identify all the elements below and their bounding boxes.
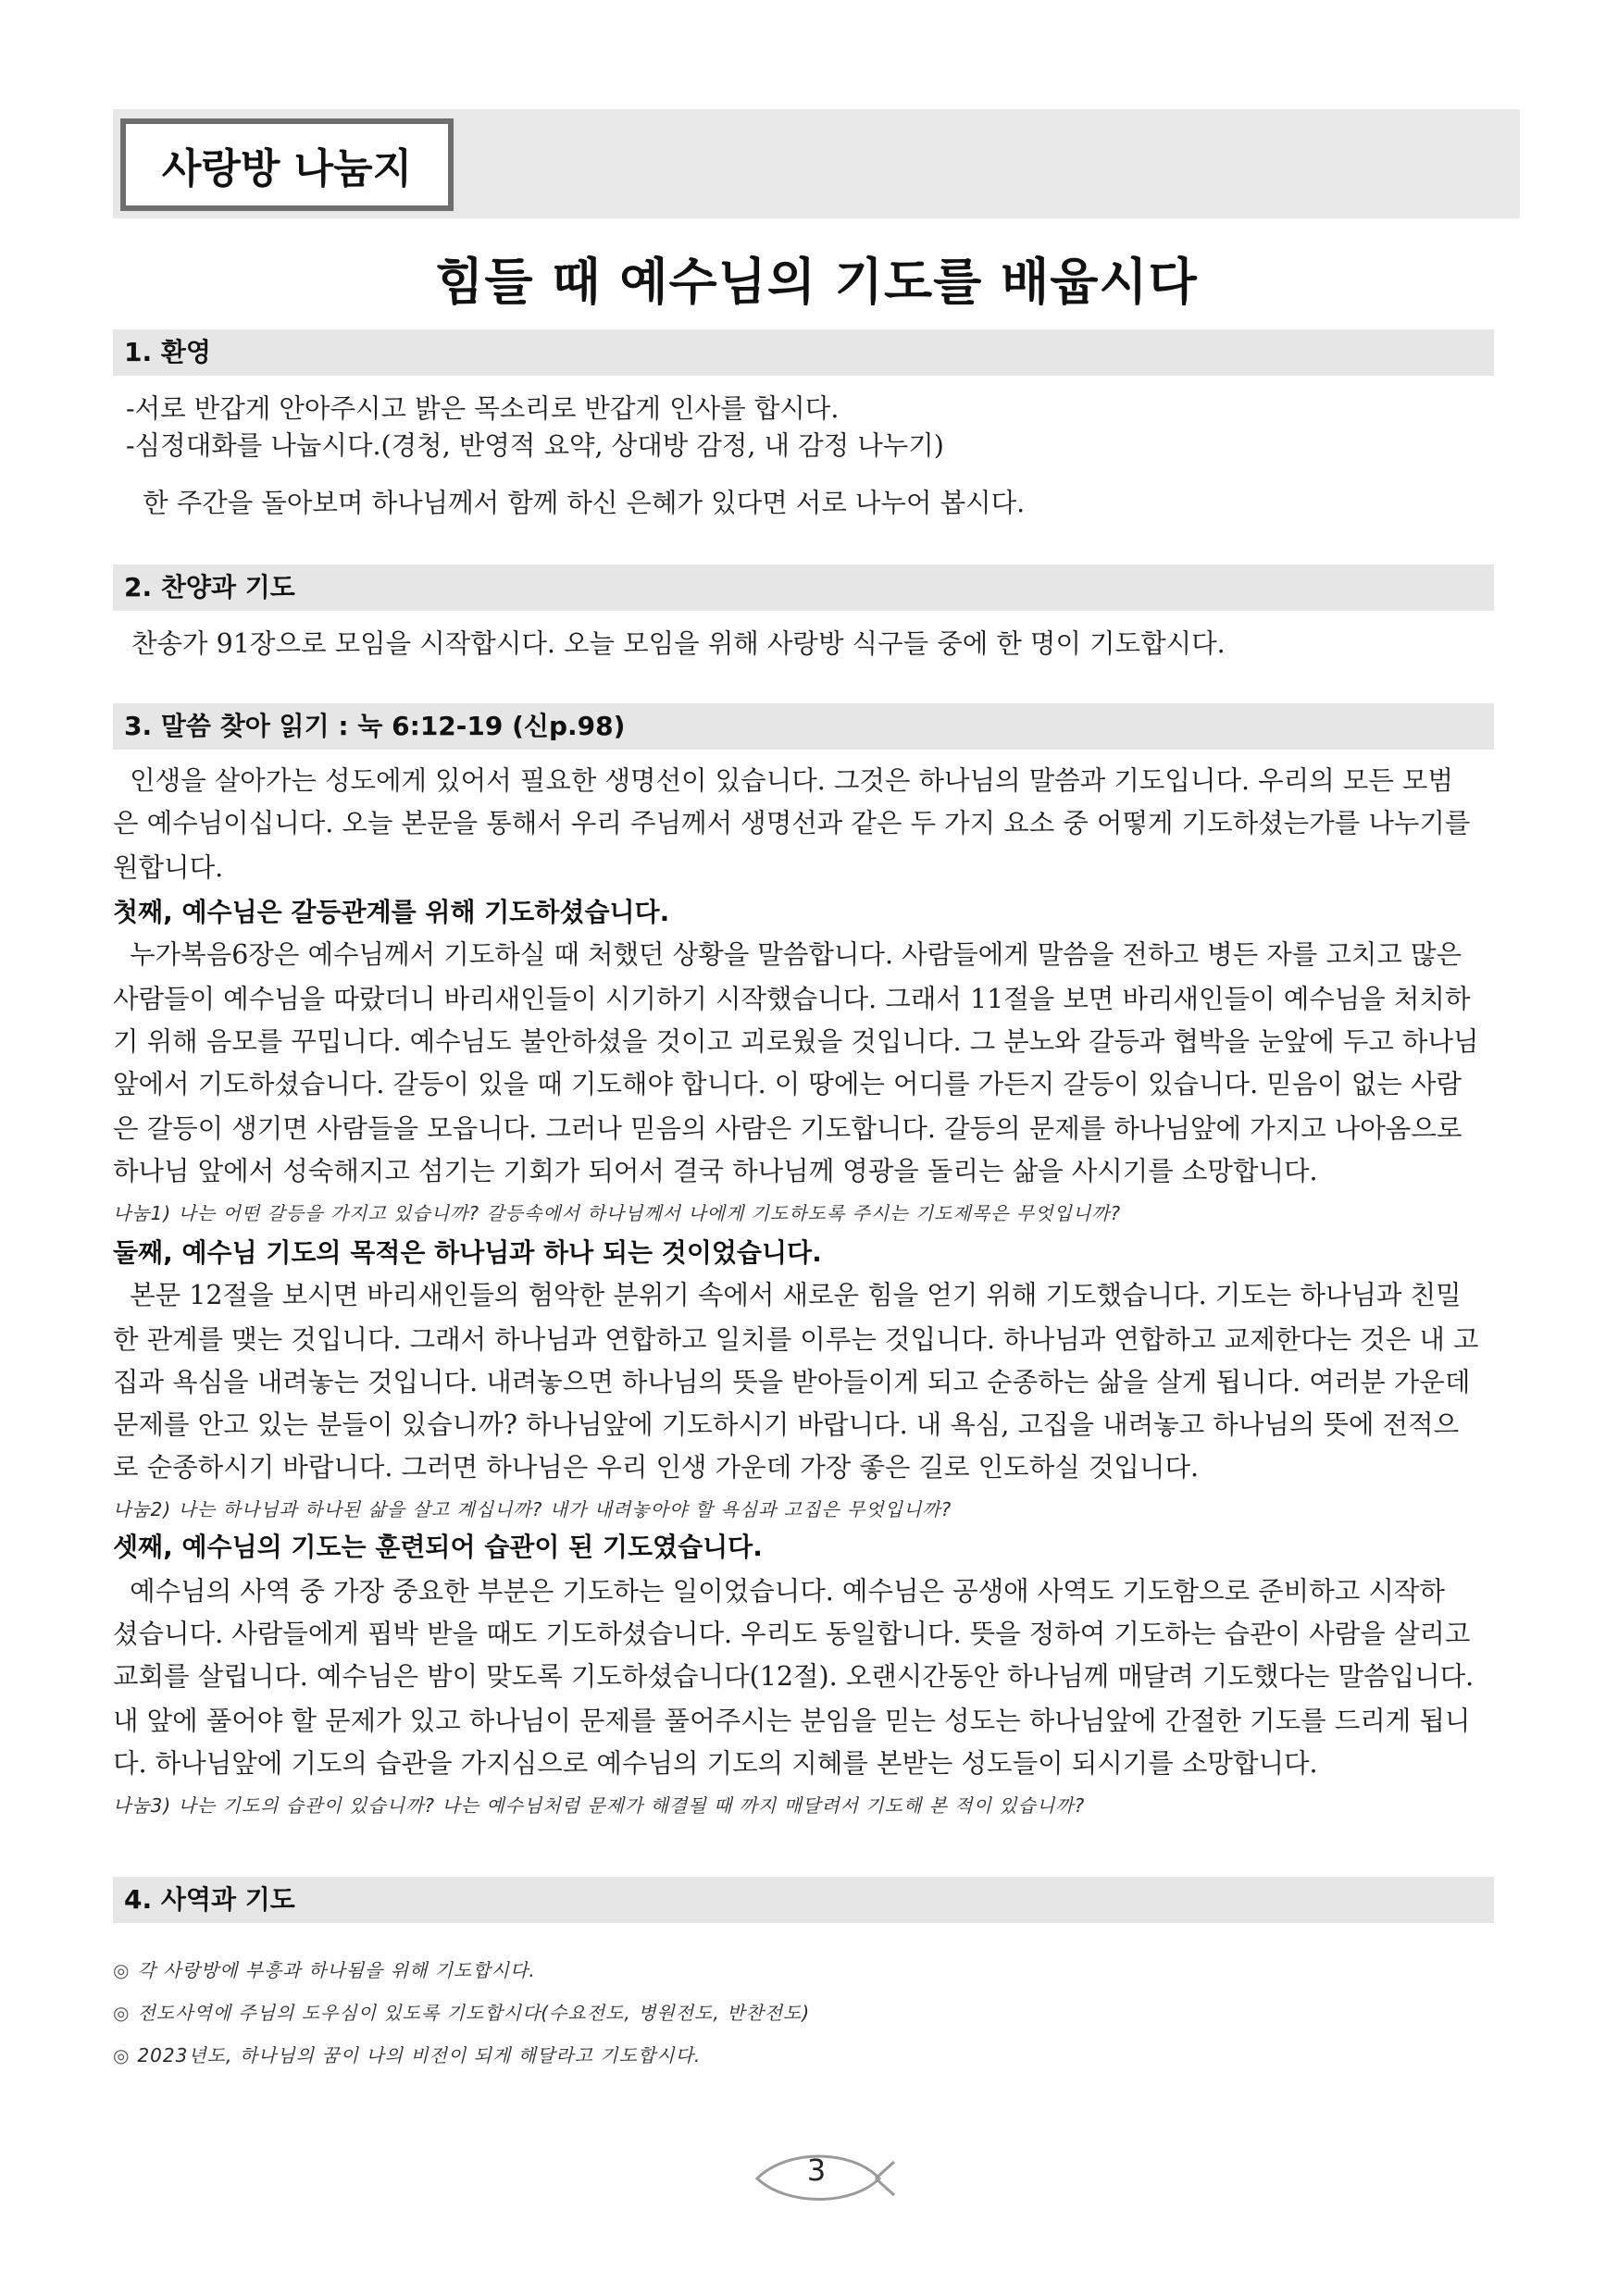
ministry-item — [113, 1956, 536, 1984]
s3-intro-2: 은 예수님이십니다. 오늘 본문을 통해서 우리 주님께서 생명선과 같은 두 가지 요소 중 어떻게 기도하셨는가를 나누기를 — [113, 808, 1471, 838]
second-body-1: 본문 12절을 보시면 바리새인들의 험악한 분위기 속에서 새로운 힘을 얻기 위해 기도했습니다. 기도는 하나님과 친밀 — [113, 1280, 1462, 1310]
section-3-heading: 3. 말씀 찾아 읽기 : 눅 6:12-19 (신p.98) — [113, 703, 1494, 750]
page-number-badge — [750, 2145, 898, 2210]
second-body-3: 집과 욕심을 내려놓는 것입니다. 내려놓으면 하나님의 뜻을 받아들이게 되고 순종하는 삶을 살게 됩니다. 여러분 가운데 — [113, 1367, 1471, 1397]
third-body-2: 셨습니다. 사람들에게 핍박 받을 때도 기도하셨습니다. 우리도 동일합니다. 뜻을 정하여 기도하는 습관이 사람을 살리고 — [113, 1619, 1471, 1649]
share-question-1: 나눔1) 나는 어떤 갈등을 가지고 있습니까? 갈등속에서 하나님께서 나에게 기도하도록 주시는 기도제목은 무엇입니까? — [113, 1202, 1122, 1224]
ministry-item-text: 2023년도, 하나님의 꿈이 나의 비전이 되게 해달라고 기도합시다. — [137, 2044, 702, 2066]
third-body-4: 내 앞에 풀어야 할 문제가 있고 하나님이 문제를 풀어주시는 분임을 믿는 성도는 하나님앞에 간절한 기도를 드리게 됩니 — [113, 1706, 1471, 1736]
section-2-heading: 2. 찬양과 기도 — [113, 565, 1494, 611]
bullet-icon: ◎ — [113, 1959, 131, 1981]
page-title: 힘들 때 예수님의 기도를 배웁시다 — [435, 253, 1198, 311]
second-body-4: 문제를 안고 있는 분들이 있습니까? 하나님앞에 기도하시기 바랍니다. 내 욕심, 고집을 내려놓고 하나님의 뜻에 전적으 — [113, 1409, 1460, 1440]
s1-line-2: -심정대화를 나눕시다.(경청, 반영적 요약, 상대방 감정, 내 감정 나누기) — [126, 430, 944, 461]
s3-intro-3: 원합니다. — [113, 852, 224, 883]
share-question-2: 나눔2) 나는 하나님과 하나된 삶을 살고 계십니까? 내가 내려놓아야 할 욕심과 고집은 무엇입니까? — [113, 1498, 952, 1520]
ministry-item-text: 전도사역에 주님의 도우심이 있도록 기도합시다(수요전도, 병원전도, 반찬전도) — [137, 2002, 811, 2024]
third-body-3: 교회를 살립니다. 예수님은 밤이 맞도록 기도하셨습니다(12절). 오랜시간동안 하나님께 매달려 기도했다는 말씀입니다. — [113, 1661, 1475, 1692]
first-body-2: 사람들이 예수님을 따랐더니 바리새인들이 시기하기 시작했습니다. 그래서 11절을 보면 바리새인들이 예수님을 처치하 — [113, 984, 1471, 1014]
s1-line-3: 한 주간을 돌아보며 하나님께서 함께 하신 은혜가 있다면 서로 나누어 봅시다. — [126, 488, 1026, 518]
s3-intro-1: 인생을 살아가는 성도에게 있어서 필요한 생명선이 있습니다. 그것은 하나님의 말씀과 기도입니다. 우리의 모든 모범 — [113, 765, 1453, 796]
section-1-heading: 1. 환영 — [113, 329, 1494, 376]
third-body-5: 다. 하나님앞에 기도의 습관을 가지심으로 예수님의 기도의 지혜를 본받는 성도들이 되시기를 소망합니다. — [113, 1748, 1318, 1779]
bullet-icon: ◎ — [113, 2002, 131, 2024]
ministry-item — [113, 1999, 810, 2027]
ministry-item — [113, 2042, 701, 2069]
first-body-4: 앞에서 기도하셨습니다. 갈등이 있을 때 기도해야 합니다. 이 땅에는 어디를 가든지 갈등이 있습니다. 믿음이 없는 사람 — [113, 1069, 1462, 1099]
second-body-2: 한 관계를 맺는 것입니다. 그래서 하나님과 연합하고 일치를 이루는 것입니다. 하나님과 연합하고 교제한다는 것은 내 고 — [113, 1324, 1479, 1355]
header-label: 사랑방 나눔지 — [120, 118, 454, 211]
ministry-item-text: 각 사랑방에 부흥과 하나됨을 위해 기도합시다. — [137, 1959, 536, 1981]
second-point-heading: 둘째, 예수님 기도의 목적은 하나님과 하나 되는 것이었습니다. — [113, 1237, 822, 1268]
second-body-5: 로 순종하시기 바랍니다. 그러면 하나님은 우리 인생 가운데 가장 좋은 길로 인도하실 것입니다. — [113, 1452, 1200, 1483]
first-point-heading: 첫째, 예수님은 갈등관계를 위해 기도하셨습니다. — [113, 897, 670, 927]
s2-line-1: 찬송가 91장으로 모임을 시작합시다. 오늘 모임을 위해 사랑방 식구들 중에 한 명이 기도합시다. — [131, 628, 1226, 659]
first-body-6: 하나님 앞에서 성숙해지고 섬기는 기회가 되어서 결국 하나님께 영광을 돌리는 삶을 사시기를 소망합니다. — [113, 1156, 1318, 1186]
bullet-icon: ◎ — [113, 2044, 131, 2066]
page-number: 3 — [806, 2153, 827, 2188]
third-point-heading: 셋째, 예수님의 기도는 훈련되어 습관이 된 기도였습니다. — [113, 1532, 763, 1562]
share-question-3: 나눔3) 나는 기도의 습관이 있습니까? 나는 예수님처럼 문제가 해결될 때 까지 매달려서 기도해 본 적이 있습니까? — [113, 1794, 1086, 1817]
first-body-3: 기 위해 음모를 꾸밉니다. 예수님도 불안하셨을 것이고 괴로웠을 것입니다. 그 분노와 갈등과 협박을 눈앞에 두고 하나님 — [113, 1026, 1479, 1057]
first-body-5: 은 갈등이 생기면 사람들을 모읍니다. 그러나 믿음의 사람은 기도합니다. 갈등의 문제를 하나님앞에 가지고 나아옴으로 — [113, 1113, 1462, 1144]
s1-line-1: -서로 반갑게 안아주시고 밝은 목소리로 반갑게 인사를 합시다. — [126, 393, 840, 424]
first-body-1: 누가복음6장은 예수님께서 기도하실 때 처했던 상황을 말씀합니다. 사람들에게 말씀을 전하고 병든 자를 고치고 많은 — [113, 939, 1462, 970]
section-4-heading: 4. 사역과 기도 — [113, 1877, 1494, 1923]
third-body-1: 예수님의 사역 중 가장 중요한 부분은 기도하는 일이었습니다. 예수님은 공생애 사역도 기도함으로 준비하고 시작하 — [113, 1576, 1445, 1607]
